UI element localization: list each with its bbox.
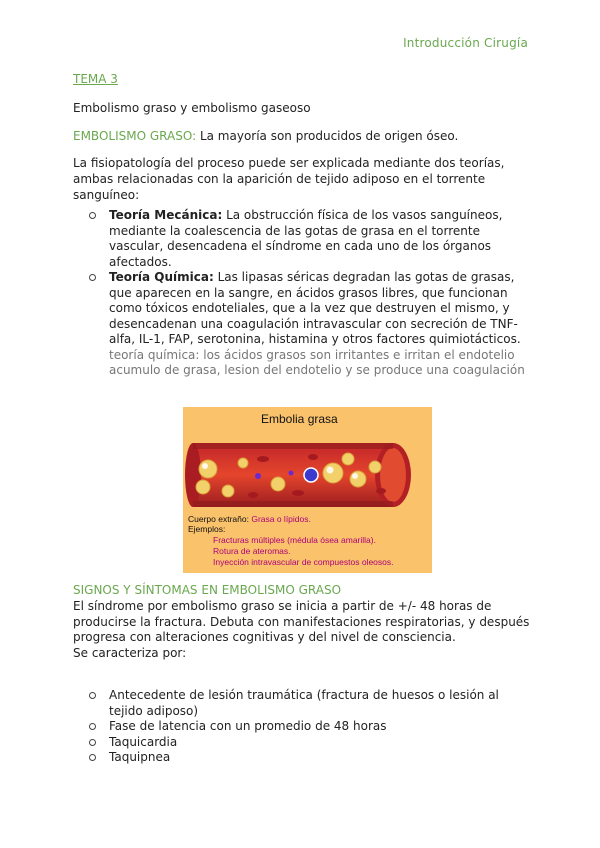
figure-title: Embolia grasa bbox=[261, 412, 338, 426]
course-header: Introducción Cirugía bbox=[403, 36, 528, 50]
theory-text: La obstrucción física de los vasos sanguíneos, mediante la coalescencia de las gotas de grasa en el torrente vascular, desencadena el síndrome en cada uno de los órganos afectados. bbox=[109, 208, 503, 269]
intro-label: EMBOLISMO GRASO: bbox=[73, 129, 197, 143]
bullet-circle-icon bbox=[89, 212, 96, 219]
bullet-circle-icon bbox=[89, 274, 96, 281]
subtitle: Embolismo graso y embolismo gaseoso bbox=[73, 101, 311, 115]
list-item bbox=[86, 688, 528, 719]
theories-list bbox=[86, 208, 528, 379]
list-item bbox=[86, 719, 528, 735]
list-item bbox=[86, 735, 528, 751]
cuerpo-value: Grasa o lípidos. bbox=[251, 514, 311, 524]
embolia-figure bbox=[183, 407, 432, 573]
bullet-circle-icon bbox=[89, 754, 96, 761]
symptom-text: Fase de latencia con un promedio de 48 horas bbox=[109, 719, 387, 733]
symptom-text: Taquicardia bbox=[109, 734, 178, 749]
list-item bbox=[86, 208, 528, 270]
bullet-circle-icon bbox=[89, 692, 96, 699]
caracteriza-text: Se caracteriza por: bbox=[73, 645, 187, 660]
symptoms-list bbox=[86, 688, 528, 766]
bullet-circle-icon bbox=[89, 739, 96, 746]
section-title: TEMA 3 bbox=[73, 72, 118, 86]
signos-text: El síndrome por embolismo graso se inicia a partir de +/- 48 horas de producirse la fractura. Debuta con manifestaciones respiratorias, y después progresa con alteraciones cognitivas y del nivel de consciencia. bbox=[73, 599, 530, 644]
signos-paragraph bbox=[73, 599, 533, 661]
intro-text: La mayoría son producidos de origen óseo. bbox=[196, 129, 459, 143]
figure-caption-ejemplos: Ejemplos: bbox=[188, 524, 226, 534]
symptom-text: Taquipnea bbox=[109, 750, 171, 764]
theory-label: Teoría Mecánica: bbox=[109, 208, 223, 222]
figure-example-item: Rotura de ateromas. bbox=[213, 546, 291, 556]
symptom-text: Antecedente de lesión traumática (fractura de huesos o lesión al tejido adiposo) bbox=[109, 688, 499, 718]
list-item bbox=[86, 750, 528, 766]
intro-paragraph bbox=[73, 128, 528, 144]
cuerpo-label: Cuerpo extraño: bbox=[188, 514, 249, 524]
theory-text: Las lipasas séricas degradan las gotas de grasas, que aparecen en la sangre, en ácidos grasos libres, que funcionan como tóxicos endoteliales, que a la vez que destruyen el mismo, y desencadenan una coagulación intravascular con secreción de TNF-alfa, IL-1, FAP, serotonina, histamina y otros factores quimiotácticos. bbox=[109, 270, 521, 346]
figure-example-item: Fracturas múltiples (médula ósea amarilla). bbox=[213, 535, 376, 545]
figure-caption-cuerpo bbox=[188, 514, 311, 524]
signos-heading: SIGNOS Y SÍNTOMAS EN EMBOLISMO GRASO bbox=[73, 583, 342, 597]
theory-label: Teoría Química: bbox=[109, 270, 214, 284]
bullet-circle-icon bbox=[89, 723, 96, 730]
fisiopatologia-paragraph: La fisiopatología del proceso puede ser explicada mediante dos teorías, ambas relacionadas con la aparición de tejido adiposo en el torrente sanguíneo: bbox=[73, 156, 505, 202]
theory-note: teoría química: los ácidos grasos son irritantes e irritan el endotelio acumulo de grasa, lesion del endotelio y se produce una coagulación bbox=[109, 347, 525, 377]
list-item bbox=[86, 270, 528, 379]
figure-example-item: Inyección intravascular de compuestos oleosos. bbox=[213, 557, 394, 567]
